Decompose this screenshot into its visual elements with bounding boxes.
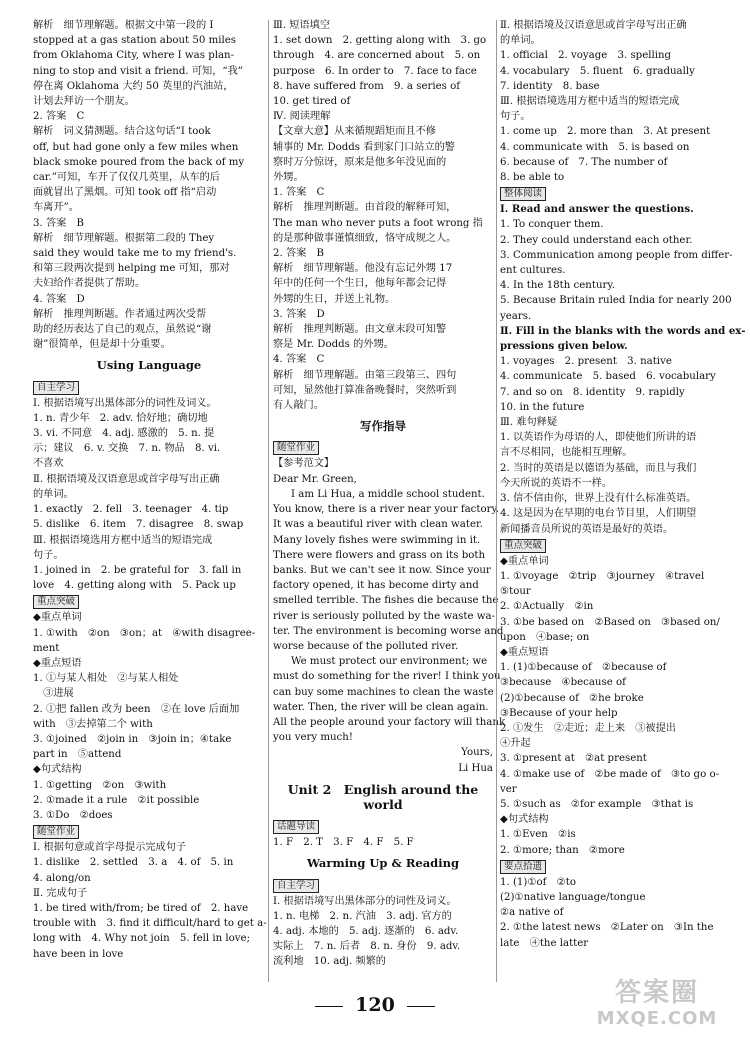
answer-line: ◆重点单词	[500, 555, 549, 567]
answer-line: 1. dislike 2. settled 3. a 4. of 5. in	[33, 857, 234, 869]
answer-line: 解析 推理判断题。作者通过两次受帮	[33, 308, 207, 320]
answer-line: 2. ①Actually ②in	[500, 601, 594, 613]
answer-line: 1. ①Even ②is	[500, 829, 576, 841]
answer-line: 年中的任何一个生日，他每年都会记得	[273, 278, 447, 290]
answer-line: Ⅱ. Fill in the blanks with the words and ex-	[500, 324, 746, 337]
answer-line: 1. 以英语作为母语的人，即使他们所讲的语	[500, 432, 697, 444]
answer-line: It was a beautiful river with clean water.	[273, 519, 483, 531]
answer-line: 4. vocabulary 5. fluent 6. gradually	[500, 65, 695, 77]
answer-line: 4. In the 18th century.	[500, 280, 616, 292]
section-tag: 随堂作业	[273, 441, 319, 455]
answer-line: 10. get tired of	[273, 96, 351, 108]
unit-heading: Unit 2 English around the world	[287, 781, 479, 812]
answer-line: Ⅲ. 根据语境选用方框中适当的短语完成	[33, 534, 213, 546]
answer-line: 1. (1)①because of ②because of	[500, 662, 667, 674]
section-tag: 自主学习	[33, 381, 79, 395]
answer-line: Yours,	[461, 747, 493, 759]
answer-line: 流利地 10. adj. 频繁的	[273, 956, 386, 968]
page-number: 120	[355, 994, 395, 1016]
section-heading: 写作指导	[360, 419, 406, 434]
answer-line: car.”可知，车开了仅仅几英里，从车的后	[33, 172, 220, 184]
answer-line: There were flowers and grass on its both	[273, 549, 486, 561]
answer-line: 3. vi. 不同意 4. adj. 感激的 5. n. 提	[33, 428, 215, 440]
answer-line: 新闻播音员所说的英语是最好的英语。	[500, 523, 674, 535]
answer-line: 和第三段两次提到 helping me 可知，那对	[33, 263, 230, 275]
answer-line: have been in love	[33, 948, 124, 960]
answer-line: ③because ④because of	[500, 677, 626, 689]
answer-line: 解析 细节理解题。根据文中第一段的 I	[33, 20, 214, 31]
answer-line: through 4. are concerned about 5. on	[273, 50, 481, 62]
answer-line: said they would take me to my friend's.	[33, 248, 237, 260]
answer-line: 察时万分惊讶，原来是他多年没见面的	[273, 156, 447, 168]
answer-line: 今天所说的英语不一样。	[500, 477, 613, 489]
answer-line: Ⅱ. 完成句子	[33, 887, 88, 899]
answer-line: The man who never puts a foot wrong 指	[273, 217, 483, 229]
answer-line: 实际上 7. n. 后者 8. n. 身份 9. adv.	[273, 941, 461, 953]
answer-line: 5. ①such as ②for example ③that is	[500, 798, 694, 810]
answer-line: 10. in the future	[500, 401, 585, 413]
answer-line: ning to stop and visit a friend. 可知，“我”	[33, 65, 244, 77]
answer-line: 句子。	[33, 549, 64, 561]
answer-line: You know, there is a river near your factory.	[273, 504, 500, 516]
answer-line: 3. ①joined ②join in ③join in；④take	[33, 733, 232, 745]
column-left	[33, 18, 265, 962]
answer-line: Many lovely fishes were swimming in it.	[273, 534, 481, 546]
answer-line: 6. because of 7. The number of	[500, 156, 668, 168]
answer-line: 3. Communication among people from differ-	[500, 249, 733, 261]
answer-line: 解析 推理判断题。由文章末段可知警	[273, 324, 447, 336]
answer-line: 2. ①发生 ②走近；走上来 ③被提出	[500, 722, 676, 734]
answer-line: 1. ①getting ②on ③with	[33, 779, 167, 791]
footer-rule-right	[407, 1006, 435, 1007]
answer-line: 谢”很简单，但是却十分重要。	[33, 339, 171, 351]
answer-line: 助的经历表达了自己的观点，虽然说“谢	[33, 324, 212, 336]
answer-line: 【参考范文】	[273, 458, 335, 470]
answer-line: I am Li Hua, a middle school student.	[291, 488, 485, 500]
answer-line: ◆重点单词	[33, 612, 82, 624]
answer-line: 计划去拜访一个朋友。	[33, 96, 135, 108]
answer-line: part in ⑤attend	[33, 749, 122, 761]
answer-line: can buy some machines to clean the waste	[273, 686, 494, 698]
answer-line: Ⅰ. 根据语境写出黑体部分的词性及词义。	[33, 397, 217, 409]
answer-line: ⑤tour	[500, 586, 531, 598]
answer-line: 的是那种做事谨慎细致，恪守成规之人。	[273, 232, 457, 244]
answer-line: 的单词。	[33, 488, 74, 500]
answer-line: 1. n. 青少年 2. adv. 恰好地；确切地	[33, 412, 208, 424]
answer-line: ④升起	[500, 738, 531, 750]
answer-line: 1. ①voyage ②trip ③journey ④travel	[500, 570, 705, 582]
answer-line: 解析 细节理解题。他没有忘记外甥 17	[273, 263, 453, 275]
answer-line: 4. communicate with 5. is based on	[500, 141, 690, 153]
answer-line: 示；建议 6. v. 交换 7. n. 物品 8. vi.	[33, 443, 221, 455]
watermark-logo	[582, 978, 732, 1034]
section-tag-row	[500, 858, 720, 875]
section-tag: 整体阅读	[500, 187, 546, 201]
section-tag: 要点拾遗	[500, 860, 546, 874]
answer-line: 辅事的 Mr. Dodds 看到家门口站立的警	[273, 141, 455, 153]
answer-line: 1. ①与某人相处 ②与某人相处	[33, 673, 179, 685]
answer-line: 3. ①present at ②at present	[500, 753, 647, 765]
answer-line: water. Then, the river will be clean again.	[273, 701, 489, 713]
answer-line: Li Hua	[458, 762, 493, 774]
footer-rule-left	[315, 1006, 343, 1007]
answer-line: 1. voyages 2. present 3. native	[500, 356, 672, 368]
answer-line: Ⅰ. Read and answer the questions.	[500, 203, 694, 216]
answer-line: 2. ①made it a rule ②it possible	[33, 794, 200, 806]
answer-line: Ⅰ. 根据语境写出黑体部分的词性及词义。	[273, 895, 457, 907]
answer-line: All the people around your factory will thank	[273, 716, 506, 728]
answer-line: 4. 答案 D	[33, 293, 85, 305]
answer-line: 7. and so on 8. identity 9. rapidly	[500, 386, 685, 398]
answer-line: must do something for the river! I think you	[273, 671, 501, 683]
answer-line: 面就冒出了黑烟。可知 took off 指“启动	[33, 187, 217, 199]
column-divider	[268, 20, 269, 982]
section-tag: 话题导读	[273, 820, 319, 834]
section-tag-row	[500, 185, 720, 202]
answer-line: ③进展	[33, 688, 74, 700]
answer-line: river is seriously polluted by the waste wa-	[273, 610, 495, 622]
answer-line: 的单词。	[500, 35, 541, 47]
column-divider	[496, 20, 497, 982]
answer-line: 2. 答案 B	[273, 248, 325, 260]
answer-line: (2)①because of ②he broke	[500, 692, 644, 704]
answer-line: ③Because of your help	[500, 707, 618, 719]
answer-line: 可知，显然他打算准备晚餐时，突然听到	[273, 384, 457, 396]
answer-line: with ③去掉第二个 with	[33, 718, 153, 730]
answer-line: 7. identity 8. base	[500, 80, 600, 92]
answer-line: 2. ①more; than ②more	[500, 844, 625, 856]
section-tag-row	[33, 593, 265, 610]
answer-line: 1. official 2. voyage 3. spelling	[500, 50, 672, 62]
answer-line: ter. The environment is becoming worse and	[273, 625, 504, 637]
answer-line: ②a native of	[500, 907, 564, 919]
column-middle	[273, 18, 506, 970]
answer-line: 解析 细节理解题。由第三段第三、四句	[273, 369, 457, 381]
answer-line: We must protect our environment; we	[291, 656, 488, 668]
answer-line: 1. F 2. T 3. F 4. F 5. F	[273, 837, 414, 849]
answer-line: 夫妇给作者提供了帮助。	[33, 278, 146, 290]
section-heading: Using Language	[96, 358, 202, 373]
answer-line: smelled terrible. The fishes die because the	[273, 595, 499, 607]
answer-line: 2. They could understand each other.	[500, 234, 693, 246]
answer-line: 车离开”。	[33, 202, 79, 214]
answer-line: 言不尽相同，也能相互理解。	[500, 447, 633, 459]
answer-line: love 4. getting along with 5. Pack up	[33, 580, 236, 592]
answer-line: 4. communicate 5. based 6. vocabulary	[500, 371, 716, 383]
answer-line: 1. be tired with/from; be tired of 2. have	[33, 902, 249, 914]
section-tag-row	[500, 537, 720, 554]
answer-line: Ⅱ. 根据语境及汉语意思或首字母写出正确	[500, 20, 687, 31]
answer-line: 解析 词义猜测题。结合这句话“I took	[33, 126, 211, 138]
answer-line: 句子。	[500, 111, 531, 123]
answer-line: 1. ①with ②on ③on；at ④with disagree-	[33, 627, 256, 639]
answer-line: worse because of the polluted river.	[273, 640, 459, 652]
answer-line: 2. ①把 fallen 改为 been ②在 love 后面加	[33, 703, 240, 715]
answer-line: factory opened, it has become dirty and	[273, 580, 479, 592]
answer-line: trouble with 3. find it difficult/hard to get a-	[33, 918, 267, 930]
answer-line: 8. be able to	[500, 172, 565, 184]
answer-line: 1. joined in 2. be grateful for 3. fall in	[33, 564, 242, 576]
answer-line: 4. ①make use of ②be made of ③to go o-	[500, 768, 720, 780]
answer-line: 外甥的生日，并送上礼物。	[273, 293, 396, 305]
watermark-logo-text: 答案圈	[614, 978, 699, 1008]
answer-line: 察是 Mr. Dodds 的外甥。	[273, 339, 394, 351]
answer-line: Ⅰ. 根据句意或首字母提示完成句子	[33, 842, 187, 854]
answer-line: 【文章大意】从来循规蹈矩而且不修	[273, 126, 436, 138]
answer-line: 有人敲门。	[273, 400, 324, 412]
section-heading: Warming Up & Reading	[307, 856, 459, 871]
answer-line: 5. dislike 6. item 7. disagree 8. swap	[33, 519, 244, 531]
answer-line: from Oklahoma City, where I was plan-	[33, 50, 235, 62]
answer-line: 4. adj. 本地的 5. adj. 逐渐的 6. adv.	[273, 925, 459, 937]
answer-line: 外甥。	[273, 172, 304, 184]
answer-line: 2. 答案 C	[33, 111, 85, 123]
answer-line: ent cultures.	[500, 265, 566, 277]
answer-line: Ⅲ. 短语填空	[273, 20, 331, 31]
section-tag: 重点突破	[33, 595, 79, 609]
answer-line: 8. have suffered from 9. a series of	[273, 80, 461, 92]
answer-line: ment	[33, 642, 60, 654]
answer-line: 4. 这是因为在早期的电台节目里，人们期望	[500, 508, 697, 520]
answer-line: ◆句式结构	[500, 814, 549, 826]
answer-line: purpose 6. In order to 7. face to face	[273, 65, 477, 77]
section-tag-row	[33, 823, 265, 840]
section-tag-row	[273, 439, 493, 456]
answer-line: stopped at a gas station about 50 miles	[33, 35, 237, 47]
answer-line: off, but had gone only a few miles when	[33, 141, 239, 153]
answer-line: 4. 答案 C	[273, 354, 325, 366]
answer-line: long with 4. Why not join 5. fell in love;	[33, 933, 251, 945]
answer-line: 1. set down 2. getting along with 3. go	[273, 35, 487, 47]
answer-line: 5. Because Britain ruled India for nearly 200	[500, 295, 732, 307]
answer-line: ◆重点短语	[33, 657, 82, 669]
section-tag-row	[33, 379, 265, 396]
answer-line: black smoke poured from the back of my	[33, 156, 245, 168]
answer-line: 3. 信不信由你，世界上没有什么标准英语。	[500, 493, 697, 505]
section-tag-row	[273, 877, 493, 894]
answer-line: 4. along/on	[33, 872, 91, 884]
section-tag: 重点突破	[500, 539, 546, 553]
answer-line: late ④the latter	[500, 937, 589, 949]
section-tag-row	[273, 818, 493, 835]
answer-line: you very much!	[273, 732, 353, 744]
answer-line: 1. come up 2. more than 3. At present	[500, 126, 711, 138]
section-tag: 随堂作业	[33, 825, 79, 839]
answer-line: 1. n. 电梯 2. n. 汽油 3. adj. 官方的	[273, 910, 452, 922]
answer-line: 解析 推理判断题。由首段的解释可知，	[273, 202, 457, 214]
answer-line: (2)①native language/tongue	[500, 891, 646, 903]
answer-line: 3. ①be based on ②Based on ③based on/	[500, 616, 720, 628]
answer-line: 1. To conquer them.	[500, 219, 604, 231]
watermark-site: MXQE.COM	[596, 1008, 718, 1029]
answer-line: ver	[500, 783, 517, 795]
answer-line: 解析 细节理解题。根据第二段的 They	[33, 232, 215, 244]
answer-line: 3. 答案 D	[273, 308, 325, 320]
answer-line: banks. But we can't see it now. Since your	[273, 564, 491, 576]
answer-line: years.	[500, 310, 532, 322]
answer-line: ◆句式结构	[33, 764, 82, 776]
answer-line: 2. 当时的英语是以德语为基础，而且与我们	[500, 462, 697, 474]
answer-line: 3. 答案 B	[33, 217, 85, 229]
section-tag: 自主学习	[273, 879, 319, 893]
answer-line: 不喜欢	[33, 458, 64, 470]
answer-line: 1. exactly 2. fell 3. teenager 4. tip	[33, 504, 229, 516]
column-right	[500, 18, 746, 951]
answer-line: upon ④base; on	[500, 631, 590, 643]
answer-line: 2. ①the latest news ②Later on ③In the	[500, 922, 714, 934]
answer-line: Dear Mr. Green,	[273, 473, 357, 485]
answer-line: 3. ①Do ②does	[33, 809, 113, 821]
answer-line: ◆重点短语	[500, 646, 549, 658]
answer-line: 停在离 Oklahoma 大约 50 英里的汽油站，	[33, 80, 234, 92]
answer-line: 1. (1)①of ②to	[500, 876, 576, 888]
answer-line: Ⅱ. 根据语境及汉语意思或首字母写出正确	[33, 473, 220, 485]
answer-line: pressions given below.	[500, 340, 628, 353]
answer-line: Ⅲ. 根据语境选用方框中适当的短语完成	[500, 96, 680, 108]
answer-line: Ⅳ. 阅读理解	[273, 111, 331, 123]
answer-line: 1. 答案 C	[273, 187, 325, 199]
answer-line: Ⅲ. 难句释疑	[500, 417, 558, 429]
